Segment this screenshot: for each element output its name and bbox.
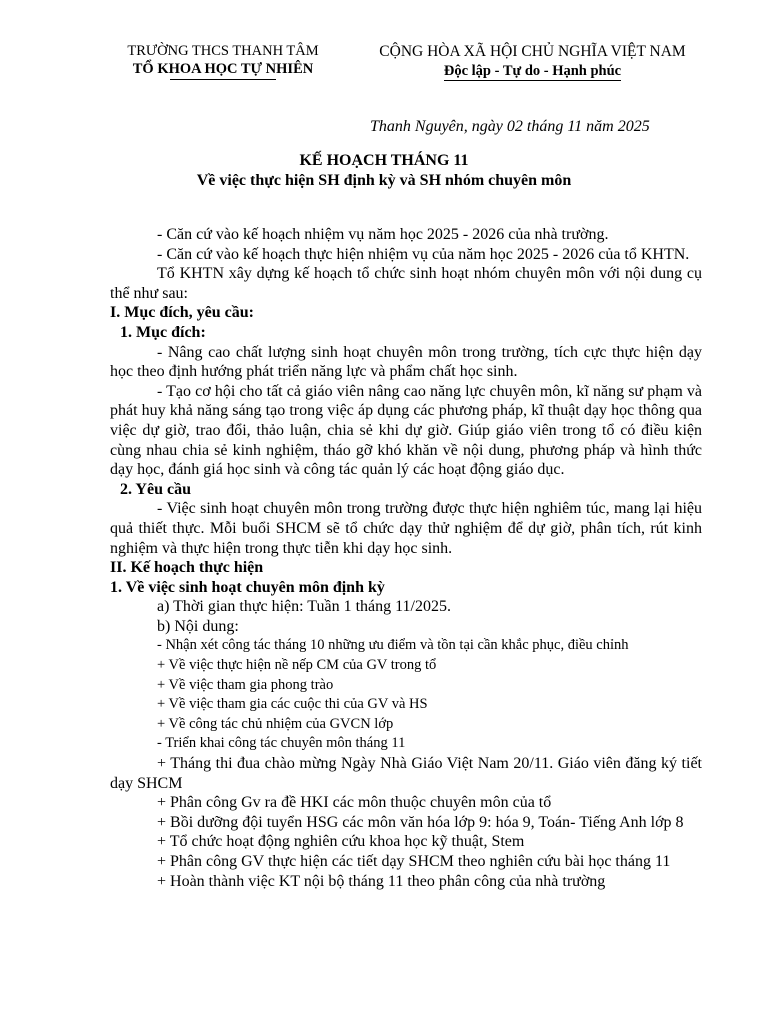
list-item: + Về việc tham gia các cuộc thi của GV và HS (157, 696, 428, 713)
time-line: a) Thời gian thực hiện: Tuần 1 tháng 11/2025. (157, 598, 451, 616)
date-line: Thanh Nguyên, ngày 02 tháng 11 năm 2025 (370, 118, 650, 135)
basis-paragraph-1: - Căn cứ vào kế hoạch nhiệm vụ năm học 2025 - 2026 của nhà trường. (157, 226, 609, 243)
subsection-heading-requirement: 2. Yêu cầu (120, 480, 191, 498)
section-heading-1: I. Mục đích, yêu cầu: (110, 304, 254, 322)
list-item: + Về việc thực hiện nề nếp CM của GV trong tổ (157, 657, 437, 674)
purpose-paragraph-1: - Nâng cao chất lượng sinh hoạt chuyên môn trong trường, tích cực thực hiện dạy học theo định hướng phát triển năng lực và phẩm chất học sinh. (110, 343, 702, 381)
subsection-heading-periodic: 1. Về việc sinh hoạt chuyên môn định kỳ (110, 578, 385, 596)
national-header (370, 42, 695, 81)
nation-name: CỘNG HÒA XÃ HỘI CHỦ NGHĨA VIỆT NAM (379, 43, 686, 60)
intro-paragraph: Tổ KHTN xây dựng kế hoạch tổ chức sinh hoạt nhóm chuyên môn với nội dung cụ thể như sau: (110, 265, 702, 302)
plan-item: + Tháng thi đua chào mừng Ngày Nhà Giáo Việt Nam 20/11. Giáo viên đăng ký tiết dạy SHCM (110, 755, 702, 792)
purpose-paragraph-2: - Tạo cơ hội cho tất cả giáo viên nâng cao năng lực chuyên môn, kĩ năng sư phạm và phát huy khả năng sáng tạo trong việc áp dụng các phương pháp, kĩ thuật dạy học thông qua việc dự giờ, trao đổi, thảo luận, chia sẻ khi dự giờ. Giúp giáo viên trong tổ có điều kiện cùng nhau chia sẻ kinh nghiệm, tháo gỡ khó khăn về nội dung, phương pháp và hình thức dạy học, đánh giá học sinh và công tác quản lý các hoạt động giáo dục. (110, 382, 702, 479)
list-item: + Về việc tham gia phong trào (157, 676, 334, 693)
department-underline (170, 79, 276, 80)
content-label: b) Nội dung: (157, 617, 239, 635)
document-title: KẾ HOẠCH THÁNG 11 (299, 152, 469, 169)
plan-item: + Phân công GV thực hiện các tiết dạy SHCM theo nghiên cứu bài học tháng 11 (157, 853, 671, 870)
plan-item: + Tổ chức hoạt động nghiên cứu khoa học kỹ thuật, Stem (157, 833, 525, 851)
requirement-paragraph: - Việc sinh hoạt chuyên môn trong trường được thực hiện nghiêm túc, mang lại hiệu quả thiết thực. Mỗi buổi SHCM sẽ tổ chức dạy thử nghiệm để dự giờ, phân tích, rút kinh nghiệm và thực hiện trong thực tiễn khi dạy học sinh. (110, 500, 702, 557)
plan-item: + Hoàn thành việc KT nội bộ tháng 11 theo phân công của nhà trường (157, 872, 606, 890)
school-header (108, 42, 338, 80)
subsection-heading-purpose: 1. Mục đích: (120, 323, 206, 341)
plan-item: + Bồi dưỡng đội tuyển HSG các môn văn hóa lớp 9: hóa 9, Toán- Tiếng Anh lớp 8 (157, 813, 684, 831)
list-item: + Về công tác chủ nhiệm của GVCN lớp (157, 715, 394, 732)
school-name: TRƯỜNG THCS THANH TÂM (127, 43, 319, 59)
document-body (110, 225, 702, 891)
list-item: - Triển khai công tác chuyên môn tháng 11 (157, 735, 406, 752)
document-subtitle: Về việc thực hiện SH định kỳ và SH nhóm chuyên môn (196, 172, 572, 189)
department-name: TỔ KHOA HỌC TỰ NHIÊN (132, 61, 314, 77)
plan-item: + Phân công Gv ra đề HKI các môn thuộc chuyên môn của tổ (157, 794, 552, 812)
national-motto: Độc lập - Tự do - Hạnh phúc (443, 63, 622, 79)
basis-paragraph-2: - Căn cứ vào kế hoạch thực hiện nhiệm vụ của năm học 2025 - 2026 của tổ KHTN. (157, 245, 690, 263)
section-heading-2: II. Kế hoạch thực hiện (110, 559, 264, 577)
list-item: - Nhận xét công tác tháng 10 những ưu điểm và tồn tại cần khắc phục, điều chỉnh (157, 637, 629, 654)
